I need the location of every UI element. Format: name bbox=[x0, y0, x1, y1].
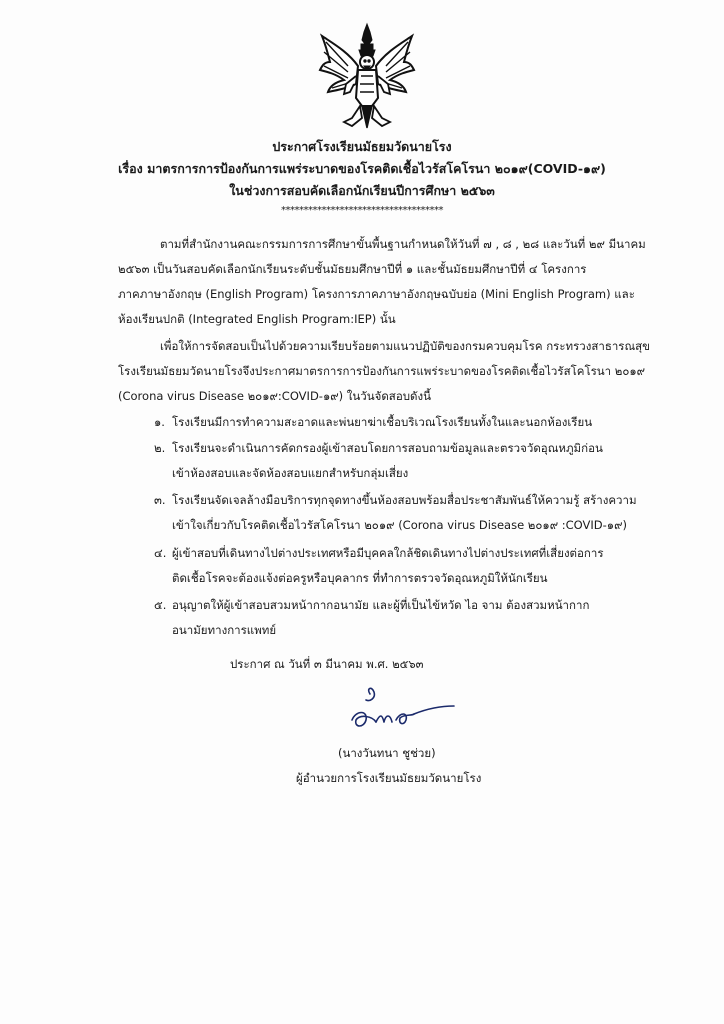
list-item-text: ติดเชื้อโรคจะต้องแจ้งต่อครูหรือบุคลากร ที่ทำการตรวจวัดอุณหภูมิให้นักเรียน bbox=[172, 571, 548, 585]
list-item-number: ๒. bbox=[154, 441, 166, 455]
list-item-text: ผู้เข้าสอบที่เดินทางไปต่างประเทศหรือมีบุคคลใกล้ชิดเดินทางไปต่างประเทศที่เสี่ยงต่อการ bbox=[172, 546, 604, 560]
paragraph-2-line: เพื่อให้การจัดสอบเป็นไปด้วยความเรียบร้อยตามแนวปฏิบัติของกรมควบคุมโรค กระทรวงสาธารณสุข bbox=[160, 339, 651, 353]
list-item-number: ๔. bbox=[154, 546, 167, 560]
list-item-text: อนามัยทางการแพทย์ bbox=[172, 623, 277, 637]
list-item-number: ๓. bbox=[154, 493, 166, 507]
paragraph-2-line: โรงเรียนมัธยมวัดนายโรงจึงประกาศมาตรการการป้องกันการแพร่ระบาดของโรคติดเชื้อไวรัสโคโรนา ๒๐๑๙ bbox=[118, 364, 646, 378]
separator-line: ************************************ bbox=[281, 205, 443, 216]
list-item-text: เข้าใจเกี่ยวกับโรคติดเชื้อไวรัสโคโรนา ๒๐๑๙ (Corona virus Disease ๒๐๑๙ :COVID-๑๙) bbox=[172, 518, 628, 532]
signatory-name: (นางวันทนา ชูช่วย) bbox=[338, 746, 436, 760]
list-item-number: ๕. bbox=[154, 598, 167, 612]
signature-icon bbox=[342, 684, 462, 740]
list-item-text: โรงเรียนมีการทำความสะอาดและพ่นยาฆ่าเชื้อบริเวณโรงเรียนทั้งในและนอกห้องเรียน bbox=[172, 415, 593, 429]
announcement-title: ประกาศโรงเรียนมัธยมวัดนายโรง bbox=[272, 139, 452, 154]
paragraph-1-line: ห้องเรียนปกติ (Integrated English Program:IEP) นั้น bbox=[118, 312, 396, 326]
list-item-text: อนุญาตให้ผู้เข้าสอบสวมหน้ากากอนามัย และผู้ที่เป็นไข้หวัด ไอ จาม ต้องสวมหน้ากาก bbox=[172, 598, 590, 612]
signatory-position: ผู้อำนวยการโรงเรียนมัธยมวัดนายโรง bbox=[296, 771, 482, 785]
garuda-emblem-icon bbox=[318, 22, 416, 130]
announcement-date: ประกาศ ณ วันที่ ๓ มีนาคม พ.ศ. ๒๕๖๓ bbox=[230, 657, 424, 671]
paragraph-1-line: ตามที่สำนักงานคณะกรรมการการศึกษาขั้นพื้นฐานกำหนดให้วันที่ ๗ , ๘ , ๒๘ และวันที่ ๒๙ มีนาคม bbox=[160, 237, 646, 251]
list-item-number: ๑. bbox=[154, 415, 165, 429]
announcement-context: ในช่วงการสอบคัดเลือกนักเรียนปีการศึกษา ๒๕๖๓ bbox=[229, 183, 495, 198]
list-item-text: โรงเรียนจะดำเนินการคัดกรองผู้เข้าสอบโดยการสอบถามข้อมูลและตรวจวัดอุณหภูมิก่อน bbox=[172, 441, 603, 455]
paragraph-2-line: (Corona virus Disease ๒๐๑๙:COVID-๑๙) ในวันจัดสอบดังนี้ bbox=[118, 389, 431, 403]
list-item-text: โรงเรียนจัดเจลล้างมือบริการทุกจุดทางขึ้นห้องสอบพร้อมสื่อประชาสัมพันธ์ให้ความรู้ สร้างความ bbox=[172, 493, 637, 507]
paragraph-1-line: ๒๕๖๓ เป็นวันสอบคัดเลือกนักเรียนระดับชั้นมัธยมศึกษาปีที่ ๑ และชั้นมัธยมศึกษาปีที่ ๔ โครงการ bbox=[118, 262, 587, 276]
list-item-text: เข้าห้องสอบและจัดห้องสอบแยกสำหรับกลุ่มเสี่ยง bbox=[172, 466, 409, 480]
announcement-subject: เรื่อง มาตรการการป้องกันการแพร่ระบาดของโรคติดเชื้อไวรัสโคโรนา ๒๐๑๙(COVID-๑๙) bbox=[118, 161, 606, 176]
paragraph-1-line: ภาคภาษาอังกฤษ (English Program) โครงการภาคภาษาอังกฤษฉบับย่อ (Mini English Program) และ bbox=[118, 287, 635, 301]
